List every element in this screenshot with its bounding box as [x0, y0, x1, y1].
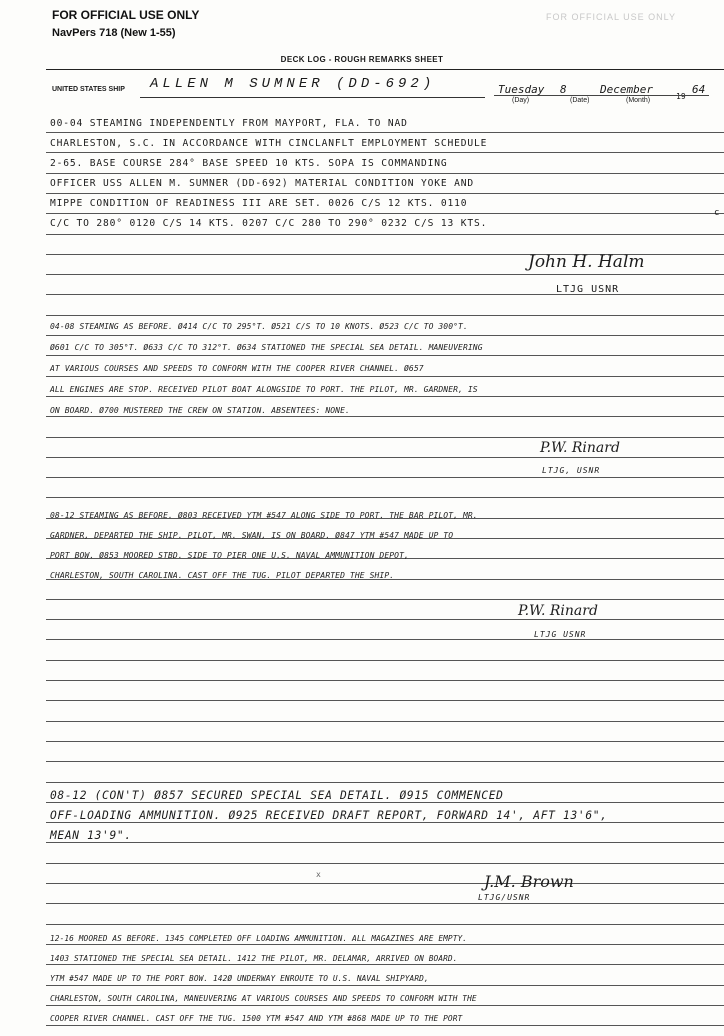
form-title: DECK LOG - ROUGH REMARKS SHEET	[280, 55, 444, 64]
ruled-line	[46, 1025, 724, 1026]
ruled-line	[46, 782, 724, 783]
ruled-line	[46, 477, 724, 478]
official-use-header: FOR OFFICIAL USE ONLY	[52, 8, 200, 22]
ruled-line	[46, 660, 724, 661]
entry-line: GARDNER, DEPARTED THE SHIP. PILOT, MR. SWAN, IS ON BOARD. Ø847 YTM #547 MADE UP TO	[50, 531, 454, 540]
month-label: (Month)	[626, 97, 651, 104]
ruled-line	[46, 396, 724, 397]
date-value: 8	[560, 83, 567, 96]
ruled-line	[46, 315, 724, 316]
signature-2: P.W. Rinard	[540, 440, 620, 456]
ruled-line	[46, 457, 724, 458]
ruled-line	[46, 132, 724, 133]
year-prefix: 19	[676, 92, 686, 101]
ruled-line	[46, 355, 724, 356]
edge-mark: c	[714, 208, 720, 218]
ruled-line	[46, 741, 724, 742]
ruled-line	[46, 639, 724, 640]
ruled-line	[46, 213, 724, 214]
ruled-line	[46, 985, 724, 986]
entry-line: MIPPE CONDITION OF READINESS III ARE SET. 0026 C/S 12 KTS. 0110	[50, 198, 468, 209]
signature-1: John H. Halm	[528, 252, 645, 272]
ruled-line	[46, 944, 724, 945]
ruled-line	[46, 437, 724, 438]
entry-line: 2-65. BASE COURSE 284° BASE SPEED 10 KTS. SOPA IS COMMANDING	[50, 158, 448, 169]
ruled-line	[46, 680, 724, 681]
entry-line: MEAN 13'9".	[50, 829, 132, 842]
ship-name: ALLEN M SUMNER (DD-692)	[150, 76, 436, 92]
signature-3-rank: LTJG USNR	[534, 630, 587, 639]
day-label: (Day)	[512, 97, 530, 104]
signature-2-rank: LTJG, USNR	[542, 466, 601, 475]
ruled-line	[46, 497, 724, 498]
ruled-line	[46, 193, 724, 194]
month-value: December	[600, 83, 653, 96]
entry-line: CHARLESTON, SOUTH CAROLINA. CAST OFF THE TUG. PILOT DEPARTED THE SHIP.	[50, 571, 395, 580]
entry-line: COOPER RIVER CHANNEL. CAST OFF THE TUG. 1500 YTM #547 AND YTM #868 MADE UP TO THE PORT	[50, 1014, 463, 1023]
entry-line: YTM #547 MADE UP TO THE PORT BOW. 142Ø UNDERWAY ENROUTE TO U.S. NAVAL SHIPYARD,	[50, 974, 429, 983]
entry-line: 12-16 MOORED AS BEFORE. 1345 COMPLETED OFF LOADING AMMUNITION. ALL MAGAZINES ARE EMPTY.	[50, 934, 468, 943]
entry-line: 04-08 STEAMING AS BEFORE. Ø414 C/C TO 295°T. Ø521 C/S TO 10 KNOTS. Ø523 C/C TO 300°T.	[50, 322, 468, 331]
entry-line: ON BOARD. Ø700 MUSTERED THE CREW ON STATION. ABSENTEES: NONE.	[50, 406, 350, 415]
ruled-line	[46, 863, 724, 864]
signature-1-rank: LTJG USNR	[556, 284, 620, 295]
year-value: 64	[692, 83, 706, 96]
entry-line: OFF-LOADING AMMUNITION. Ø925 RECEIVED DRAFT REPORT, FORWARD 14', AFT 13'6",	[50, 809, 608, 822]
ruled-line	[46, 619, 724, 620]
ruled-line	[46, 721, 724, 722]
ruled-line	[46, 924, 724, 925]
entry-line: 08-12 STEAMING AS BEFORE. Ø803 RECEIVED YTM #547 ALONG SIDE TO PORT. THE BAR PILOT, MR.	[50, 511, 478, 520]
ruled-line	[46, 761, 724, 762]
entry-line: 08-12 (CON'T) Ø857 SECURED SPECIAL SEA DETAIL. Ø915 COMMENCED	[50, 789, 504, 802]
ruled-line	[46, 842, 724, 843]
entry-line: AT VARIOUS COURSES AND SPEEDS TO CONFORM WITH THE COOPER RIVER CHANNEL. Ø657	[50, 364, 424, 373]
entry-line: Ø601 C/C TO 305°T. Ø633 C/C TO 312°T. Ø634 STATIONED THE SPECIAL SEA DETAIL. MANEUVERING	[50, 343, 483, 352]
date-label: (Date)	[570, 97, 590, 104]
entry-line: CHARLESTON, SOUTH CAROLINA, MANEUVERING AT VARIOUS COURSES AND SPEEDS TO CONFORM WITH THE	[50, 994, 477, 1003]
ruled-line	[46, 416, 724, 417]
ruled-line	[46, 1005, 724, 1006]
entry-line: PORT BOW. Ø853 MOORED STBD. SIDE TO PIER ONE U.S. NAVAL AMMUNITION DEPOT,	[50, 551, 409, 560]
signature-4-rank: LTJG/USNR	[478, 893, 531, 902]
faded-header-bleedthrough: FOR OFFICIAL USE ONLY	[545, 12, 676, 22]
entry-line: C/C TO 280° 0120 C/S 14 KTS. 0207 C/C 280 TO 290° 0232 C/S 13 KTS.	[50, 218, 488, 229]
ruled-line	[46, 376, 724, 377]
ruled-line	[46, 822, 724, 823]
signature-3: P.W. Rinard	[518, 603, 598, 619]
entry-line: ALL ENGINES ARE STOP. RECEIVED PILOT BOAT ALONGSIDE TO PORT. THE PILOT, MR. GARDNER, IS	[50, 385, 478, 394]
entry-line: 00-04 STEAMING INDEPENDENTLY FROM MAYPORT, FLA. TO NAD	[50, 118, 408, 129]
ruled-line	[46, 883, 724, 884]
ruled-line	[46, 335, 724, 336]
entry-line: OFFICER USS ALLEN M. SUMNER (DD-692) MATERIAL CONDITION YOKE AND	[50, 178, 475, 189]
stray-mark: x	[316, 870, 321, 879]
ship-label: UNITED STATES SHIP	[52, 86, 125, 93]
ruled-line	[46, 599, 724, 600]
ruled-line	[46, 700, 724, 701]
ruled-line	[46, 173, 724, 174]
ruled-line	[46, 802, 724, 803]
entry-line: 1403 STATIONED THE SPECIAL SEA DETAIL. 1412 THE PILOT, MR. DELAMAR, ARRIVED ON BOARD.	[50, 954, 458, 963]
ruled-line	[46, 274, 724, 275]
signature-4: J.M. Brown	[484, 872, 574, 891]
ruled-line	[46, 903, 724, 904]
form-number: NavPers 718 (New 1-55)	[52, 27, 176, 39]
ruled-line	[46, 234, 724, 235]
ruled-line	[46, 152, 724, 153]
entry-line: CHARLESTON, S.C. IN ACCORDANCE WITH CINCLANFLT EMPLOYMENT SCHEDULE	[50, 138, 488, 149]
day-value: Tuesday	[498, 83, 545, 96]
ruled-line	[46, 964, 724, 965]
ruled-line	[46, 294, 724, 295]
